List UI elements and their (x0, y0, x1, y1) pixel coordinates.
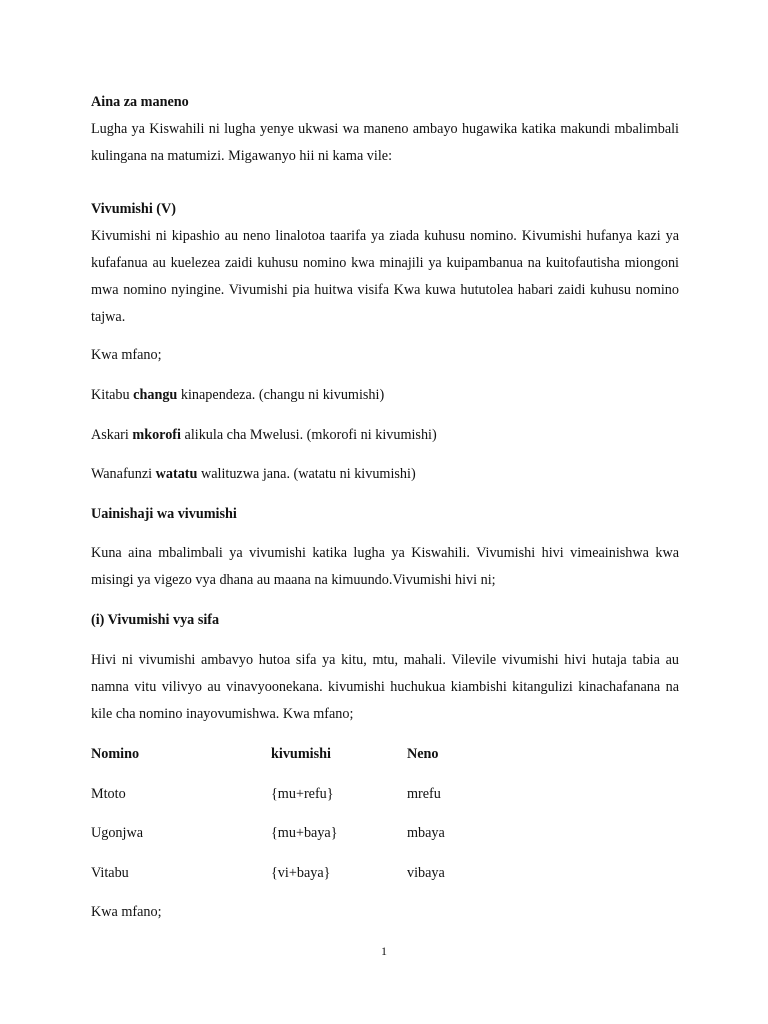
table-row (91, 823, 679, 843)
table-cell: Ugonjwa (91, 825, 144, 841)
table-cell: {mu+baya} (271, 825, 338, 841)
table-header-cell: kivumishi (271, 746, 331, 762)
table-header-cell: Nomino (91, 746, 140, 762)
kwa-mfano-label: Kwa mfano; (91, 347, 162, 363)
heading-vivumishi: Vivumishi (V) (91, 201, 176, 217)
example-bold-word: changu (133, 387, 178, 403)
table-cell: vibaya (407, 865, 445, 881)
example-sentence: Askari mkorofi alikula cha Mwelusi. (mkorofi ni kivumishi) (91, 427, 437, 443)
table-cell: mbaya (407, 825, 445, 841)
page-number: 1 (381, 944, 387, 958)
table-row (91, 863, 679, 883)
paragraph-sifa: Hivi ni vivumishi ambavyo hutoa sifa ya kitu, mtu, mahali. Vilevile vivumishi hivi hutaja tabia au namna vitu vilivyo au vinavyoonekana. kivumishi huchukua kiambishi kitangulizi kinachafanana na kile cha nomino inayovumishwa. Kwa mfano; (91, 652, 679, 722)
example-sentence: Kitabu changu kinapendeza. (changu ni kivumishi) (91, 387, 385, 403)
kwa-mfano-label: Kwa mfano; (91, 904, 162, 920)
table-cell: {mu+refu} (271, 786, 334, 802)
table-cell: mrefu (407, 786, 441, 802)
table-row (91, 784, 679, 804)
example-bold-word: watatu (155, 466, 198, 482)
heading-uainishaji: Uainishaji wa vivumishi (91, 506, 237, 522)
table-cell: {vi+baya} (271, 865, 331, 881)
heading-aina-za-maneno: Aina za maneno (91, 94, 189, 110)
table-header-cell: Neno (407, 746, 439, 762)
heading-vivumishi-vya-sifa: (i) Vivumishi vya sifa (91, 612, 220, 628)
table-header-row (91, 744, 679, 764)
paragraph-uainishaji: Kuna aina mbalimbali ya vivumishi katika lugha ya Kiswahili. Vivumishi hivi vimeainishwa kwa misingi ya vigezo vya dhana au maana na kimuundo.Vivumishi hivi ni; (91, 545, 679, 588)
paragraph-vivumishi: Kivumishi ni kipashio au neno linalotoa taarifa ya ziada kuhusu nomino. Kivumishi hufanya kazi ya kufafanua au kuelezea zaidi kuhusu nomino kwa minajili ya kuipambanua na kuitofautisha miongoni mwa nomino nyingine. Vivumishi pia huitwa visifa Kwa kuwa hututolea habari zaidi kuhusu nomino tajwa. (91, 228, 679, 325)
example-sentence: Wanafunzi watatu walituzwa jana. (watatu ni kivumishi) (91, 466, 416, 482)
table-cell: Vitabu (91, 865, 129, 881)
example-bold-word: mkorofi (132, 427, 181, 443)
paragraph-intro: Lugha ya Kiswahili ni lugha yenye ukwasi wa maneno ambayo hugawika katika makundi mbalimbali kulingana na matumizi. Migawanyo hii ni kama vile: (91, 121, 679, 164)
table-cell: Mtoto (91, 786, 126, 802)
